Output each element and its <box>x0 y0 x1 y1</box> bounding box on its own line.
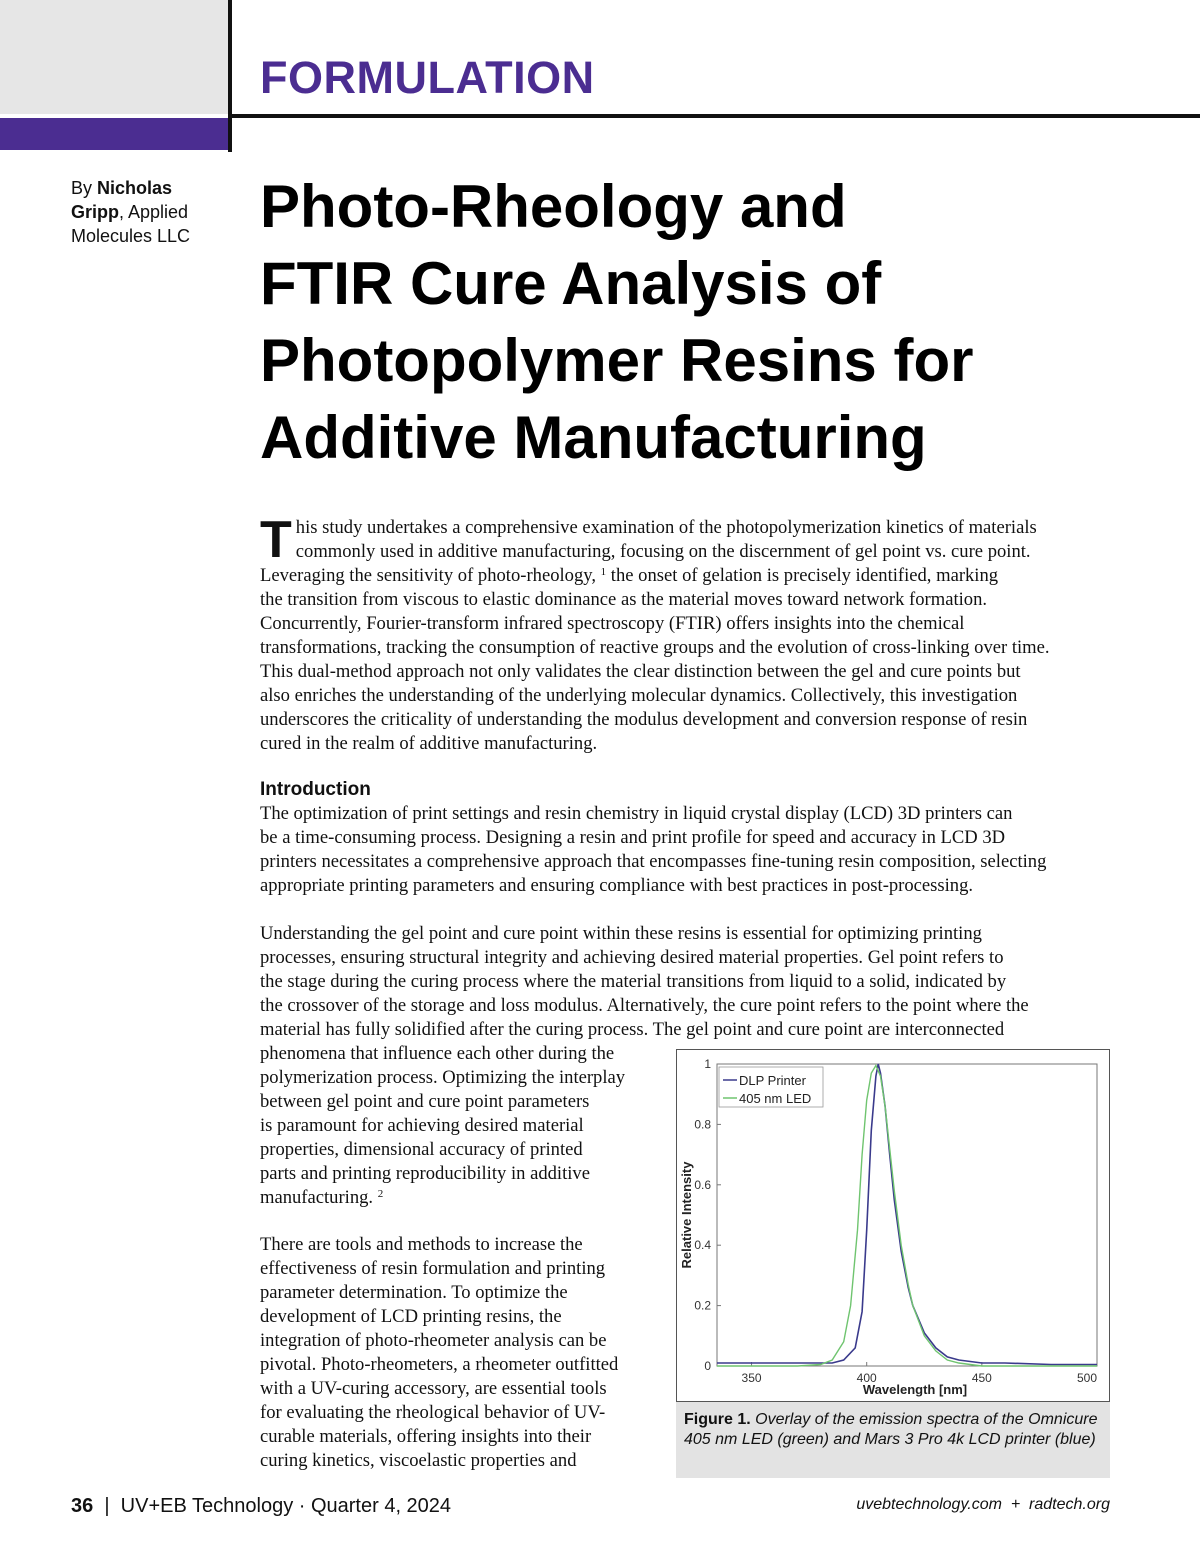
series-lines <box>717 1064 1097 1366</box>
section-label: FORMULATION <box>260 52 595 103</box>
paragraph-1 <box>260 802 1120 898</box>
paragraph-line: curable materials, offering insights into their <box>260 1426 592 1447</box>
paragraph-line: properties, dimensional accuracy of printed <box>260 1139 583 1160</box>
title-line: Photo-Rheology and <box>260 173 847 240</box>
title-line: FTIR Cure Analysis of <box>260 250 882 317</box>
journal-issue: UV+EB Technology · Quarter 4, 2024 <box>120 1495 452 1517</box>
page-number: 36 <box>71 1495 94 1517</box>
footer-urls[interactable]: uvebtechnology.com + radtech.org <box>856 1496 1110 1513</box>
abstract-line: his study undertakes a comprehensive examination of the photopolymerization kinetics of materials <box>295 517 1037 538</box>
header-gray-block <box>0 0 228 114</box>
figure-caption <box>676 1402 1110 1478</box>
paragraph-line: Understanding the gel point and cure point within these resins is essential for optimizing printing <box>260 923 982 944</box>
paragraph-line: polymerization process. Optimizing the interplay <box>260 1067 626 1088</box>
y-tick-label: 0.4 <box>694 1238 711 1253</box>
spectrum-chart-svg <box>677 1050 1108 1400</box>
abstract-line: Concurrently, Fourier-transform infrared spectroscopy (FTIR) offers insights into the chemical <box>260 613 965 634</box>
paragraph-line: the crossover of the storage and loss modulus. Alternatively, the cure point refers to the point where the <box>260 995 1029 1016</box>
byline <box>71 176 221 248</box>
paragraph-line: effectiveness of resin formulation and printing <box>260 1258 606 1279</box>
header-vertical-rule <box>228 0 232 152</box>
paragraph-line: be a time-consuming process. Designing a resin and print profile for speed and accuracy in LCD 3D <box>260 827 1006 848</box>
paragraph-text: manufacturing. <box>260 1187 374 1208</box>
paragraph-line: pivotal. Photo-rheometers, a rheometer outfitted <box>260 1354 619 1375</box>
paragraph-line: There are tools and methods to increase the <box>260 1234 583 1255</box>
paragraph-line: processes, ensuring structural integrity and achieving desired material properties. Gel point refers to <box>260 947 1004 968</box>
abstract-line: commonly used in additive manufacturing, focusing on the discernment of gel point vs. cure point. <box>295 541 1031 562</box>
figure-1-chart <box>676 1049 1110 1402</box>
author-affiliation-1: , Applied <box>119 202 189 222</box>
y-tick-label: 0 <box>704 1359 711 1373</box>
legend-label-405nm-led: 405 nm LED <box>739 1091 812 1106</box>
y-axis-label: Relative Intensity <box>679 1161 694 1269</box>
author-last-name: Gripp <box>71 202 119 222</box>
article-title <box>260 168 1160 476</box>
caption-label: Figure 1. <box>684 1411 751 1428</box>
paragraph-line: for evaluating the rheological behavior of UV- <box>260 1402 606 1423</box>
paragraph-line: development of LCD printing resins, the <box>260 1306 562 1327</box>
paragraph-line: with a UV-curing accessory, are essential tools <box>260 1378 607 1399</box>
author-first-name: Nicholas <box>97 178 173 198</box>
byline-prefix: By <box>71 178 98 198</box>
legend <box>719 1067 823 1107</box>
abstract-line: This dual-method approach not only validates the clear distinction between the gel and cure points but <box>260 661 1021 682</box>
footer-left <box>71 1493 451 1519</box>
header-horizontal-rule <box>228 114 1200 118</box>
x-tick-label: 350 <box>741 1371 762 1385</box>
abstract-line: the transition from viscous to elastic dominance as the material moves toward network formation. <box>260 589 988 610</box>
paragraph-line: is paramount for achieving desired material <box>260 1115 584 1136</box>
abstract-line <box>260 564 1120 588</box>
citation-ref[interactable]: 1 <box>600 566 607 578</box>
paragraph-line: appropriate printing parameters and ensuring compliance with best practices in post-processing. <box>260 875 974 896</box>
paragraph-line: integration of photo-rheometer analysis can be <box>260 1330 607 1351</box>
abstract <box>260 511 1120 756</box>
abstract-line: underscores the criticality of understanding the modulus development and conversion response of resin <box>260 709 1028 730</box>
x-tick-label: 400 <box>856 1371 877 1385</box>
paragraph-line: parameter determination. To optimize the <box>260 1282 568 1303</box>
y-tick-label: 1 <box>704 1057 711 1071</box>
header-purple-bar <box>0 118 228 150</box>
abstract-text: Leveraging the sensitivity of photo-rheology, <box>260 565 596 586</box>
drop-cap: T <box>260 511 292 569</box>
caption-text: Overlay of the emission spectra of the Omnicure 405 nm LED (green) and Mars 3 Pro 4k LCD printer (blue) <box>684 1411 1098 1448</box>
legend-label-dlp-printer: DLP Printer <box>739 1073 806 1088</box>
x-tick-label: 500 <box>1076 1371 1098 1385</box>
plot-frame <box>717 1064 1097 1366</box>
abstract-text: the onset of gelation is precisely identified, marking <box>606 565 999 586</box>
title-line: Additive Manufacturing <box>260 404 927 471</box>
paragraph-line: between gel point and cure point parameters <box>260 1091 590 1112</box>
author-affiliation-2: Molecules LLC <box>71 226 191 246</box>
abstract-line: transformations, tracking the consumption of reactive groups and the evolution of cross-linking over time. <box>260 637 1050 658</box>
series-line-dlp-printer <box>717 1064 1097 1365</box>
abstract-line: cured in the realm of additive manufacturing. <box>260 733 598 754</box>
paragraph-line: curing kinetics, viscoelastic properties and <box>260 1450 577 1471</box>
citation-ref[interactable]: 2 <box>377 1188 384 1200</box>
section-heading-introduction: Introduction <box>260 779 371 800</box>
y-tick-label: 0.6 <box>694 1177 711 1192</box>
footer-separator: | <box>93 1495 121 1517</box>
x-axis-label: Wavelength [nm] <box>862 1382 968 1397</box>
y-tick-label: 0.2 <box>694 1298 711 1313</box>
y-tick-label: 0.8 <box>694 1117 711 1132</box>
paragraph-3 <box>260 1233 660 1473</box>
x-tick-label: 450 <box>971 1371 992 1385</box>
paragraph-line: printers necessitates a comprehensive approach that encompasses fine-tuning resin composition, selecting <box>260 851 1047 872</box>
paragraph-line: the stage during the curing process where the material transitions from liquid to a solid, indicated by <box>260 971 1007 992</box>
paragraph-line: parts and printing reproducibility in additive <box>260 1163 590 1184</box>
paragraph-line: material has fully solidified after the curing process. The gel point and cure point are interconnected <box>260 1019 1005 1040</box>
series-line-405nm-led <box>717 1066 1097 1367</box>
title-line: Photopolymer Resins for <box>260 327 974 394</box>
paragraph-line: phenomena that influence each other during the <box>260 1043 615 1064</box>
abstract-line: also enriches the understanding of the underlying molecular dynamics. Collectively, this investigation <box>260 685 1018 706</box>
paragraph-line: The optimization of print settings and resin chemistry in liquid crystal display (LCD) 3D printers can <box>260 803 1013 824</box>
